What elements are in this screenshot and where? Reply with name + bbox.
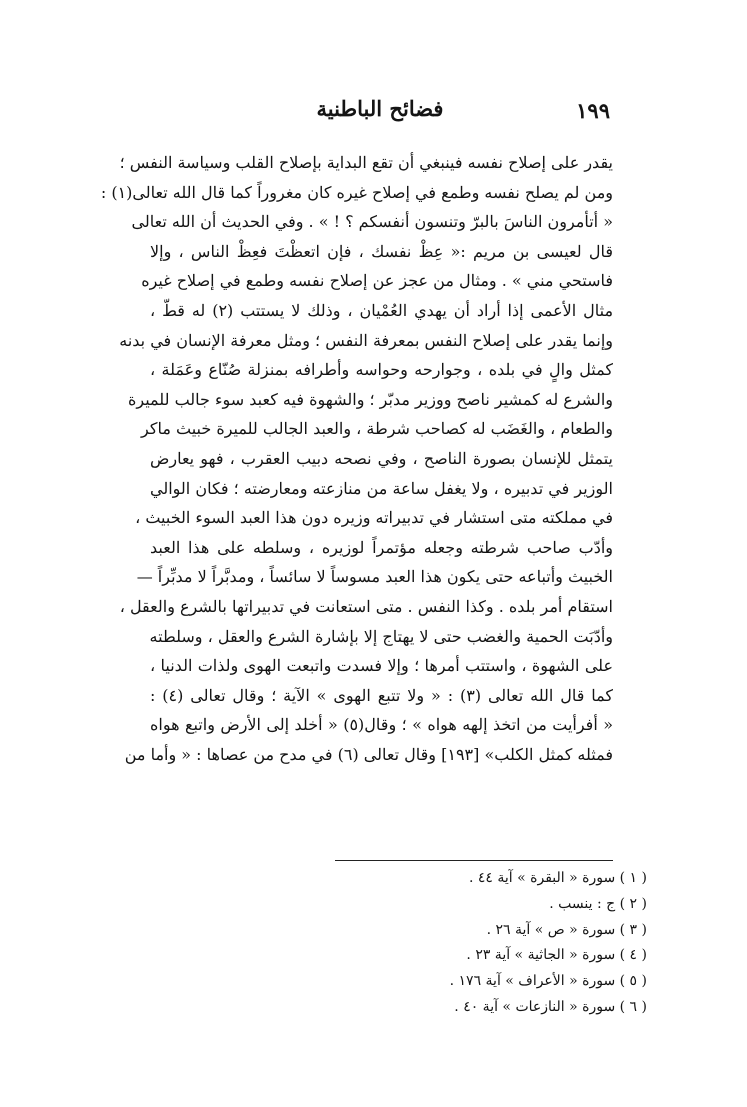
- text-line: وأدّبَت الحمية والغضب حتى لا يهتاج إلا بإشارة الشرع والعقل ، وسلطته: [149, 626, 613, 646]
- text-line: فمثله كمثل الكلب» [١٩٣] وقال تعالى (٦) في مدح من عصاها : « وأما من: [124, 744, 613, 764]
- text-line: استقام أمر بلده . وكذا النفس . متى استعانت في تدبيراتها بالشرع والعقل ،: [119, 596, 613, 616]
- text-line: قال لعيسى بن مريم :« عِظْ نفسك ، فإن اتعظْتَ فعِظْ الناس ، وإلا: [150, 241, 613, 261]
- footnote-3: ( ٣ ) سورة « ص » آية ٢٦ .: [486, 921, 647, 938]
- footnote-divider: [335, 860, 613, 861]
- footnote-5: ( ٥ ) سورة « الأعراف » آية ١٧٦ .: [449, 973, 647, 990]
- footnote-2: ( ٢ ) ج : ينسب .: [549, 895, 647, 912]
- text-line: الوزير في تدبيره ، ولا يغفل ساعة من منازعته ومعارضته ؛ فكان الوالي: [150, 478, 613, 498]
- footnote-4: ( ٤ ) سورة « الجاثية » آية ٢٣ .: [466, 947, 647, 964]
- text-line: والشرع له كمشير ناصح ووزير مدبّر ؛ والشهوة فيه كعبد سوء جالب للميرة: [128, 389, 613, 409]
- text-line: في مملكته متى استشار في تدبيراته وزيره دون هذا العبد السوء الخبيث ،: [135, 508, 613, 528]
- text-line: الخبيث وأتباعه حتى يكون هذا العبد مسوساً لا سائساً ، ومدبَّراً لا مدبِّراً —: [136, 567, 613, 587]
- footnote-6: ( ٦ ) سورة « النازعات » آية ٤٠ .: [454, 998, 647, 1015]
- text-line: فاستحي مني » . ومثال من عجز عن إصلاح نفسه وطمع في إصلاح غيره: [141, 271, 613, 291]
- text-line: كمثل والٍ في بلده ، وجوارحه وحواسه وأطرافه بمنزلة صُنّاع وعَمَلة ،: [150, 360, 614, 380]
- text-line: ومن لم يصلح نفسه وطمع في إصلاح غيره كان مغروراً كما قال الله تعالى(١) :: [100, 182, 613, 202]
- footnote-1: ( ١ ) سورة « البقرة » آية ٤٤ .: [468, 870, 647, 886]
- page-number: ١٩٩: [576, 98, 610, 123]
- running-title: فضائح الباطنية: [316, 96, 444, 121]
- footnotes: [347, 866, 647, 1021]
- text-line: يتمثل للإنسان بصورة الناصح ، وفي نصحه دبيب العقرب ، فهو يعارض: [150, 448, 613, 468]
- text-line: وإنما يقدر على إصلاح النفس بمعرفة النفس ؛ ومثل معرفة الإنسان في بدنه: [119, 330, 613, 350]
- page-header: [150, 96, 610, 136]
- text-line: والطعام ، والغَضَب له كصاحب شرطة ، والعبد الجالب للميرة خبيث ماكر: [141, 419, 613, 439]
- text-line: « أفرأيت من اتخذ إلهه هواه » ؛ وقال(٥) « أخلد إلى الأرض واتبع هواه: [150, 715, 613, 735]
- body-text: [100, 148, 614, 769]
- text-line: مثال الأعمى إذا أراد أن يهدي العُمْيان ، وذلك لا يستتب (٢) له قطّ ،: [150, 300, 614, 320]
- text-line: « أتأمرون الناسَ بالبرّ وتنسون أنفسكم ؟ ! » . وفي الحديث أن الله تعالى: [131, 212, 613, 232]
- text-line: كما قال الله تعالى (٣) : « ولا تتبع الهوى » الآية ؛ وقال تعالى (٤) :: [150, 685, 613, 705]
- text-line: وأدّب صاحب شرطته وجعله مؤتمراً لوزيره ، وسلطه على هذا العبد: [150, 537, 613, 557]
- text-line: على الشهوة ، واستتب أمرها ؛ وإلا فسدت واتبعت الهوى ولذات الدنيا ،: [150, 656, 613, 676]
- text-line: يقدر على إصلاح نفسه فينبغي أن تقع البداية بإصلاح القلب وسياسة النفس ؛: [119, 153, 613, 172]
